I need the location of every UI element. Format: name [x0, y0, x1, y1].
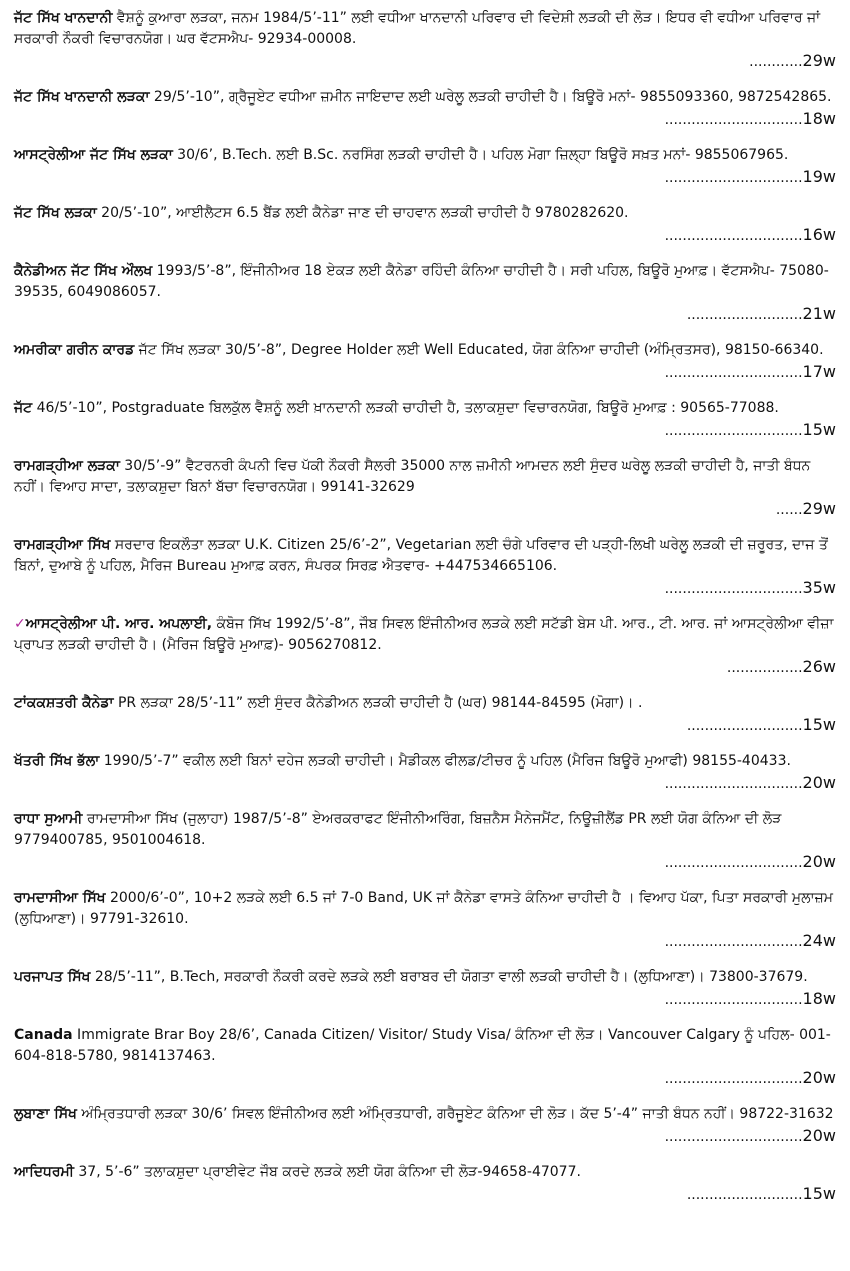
ad-code: 18w [802, 989, 836, 1008]
ad-text [14, 147, 788, 163]
ad-text [14, 753, 791, 769]
classified-ad [14, 809, 836, 874]
ad-heading: ਖੱਤਰੀ ਸਿੱਖ ਭੱਲਾ [14, 753, 100, 769]
ad-body: Immigrate Brar Boy 28/6’, Canada Citizen/ Visitor/ Study Visa/ ਕੰਨਿਆ ਦੀ ਲੋੜ। Vancouver Calgary ਨੂੰ ਪਹਿਲ- 001-604-818-5780, 9814137463. [14, 1027, 831, 1064]
checkmark-icon: ✓ [14, 616, 26, 632]
ad-code: 19w [802, 167, 836, 186]
classified-ad [14, 261, 836, 326]
dot-leader: ............................... [664, 1071, 803, 1087]
ad-heading: ਕੈਨੇਡੀਅਨ ਜੱਟ ਸਿੱਖ ਔਲਖ [14, 263, 153, 279]
ad-text [14, 811, 781, 848]
classified-ad [14, 535, 836, 600]
ad-body: 20/5’-10”, ਆਈਲੈਟਸ 6.5 ਬੈਂਡ ਲਈ ਕੈਨੇਡਾ ਜਾਣ ਦੀ ਚਾਹਵਾਨ ਲੜਕੀ ਚਾਹੀਦੀ ਹੈ 9780282620. [96, 205, 629, 221]
matrimonial-ads-list [14, 8, 836, 1206]
classified-ad [14, 398, 836, 442]
ad-footer [14, 498, 836, 521]
dot-leader: ............................... [664, 776, 803, 792]
classified-ad [14, 8, 836, 73]
ad-code: 16w [802, 225, 836, 244]
ad-code: 20w [802, 852, 836, 871]
classified-ad [14, 967, 836, 1011]
dot-leader: ............................... [664, 855, 803, 871]
ad-text [14, 969, 808, 985]
dot-leader: ............................... [664, 992, 803, 1008]
ad-body: 2000/6’-0”, 10+2 ਲੜਕੇ ਲਈ 6.5 ਜਾਂ 7-0 Band, UK ਜਾਂ ਕੈਨੇਡਾ ਵਾਸਤੇ ਕੰਨਿਆ ਚਾਹੀਦੀ ਹੈ । ਵਿਆਹ ਪੱਕਾ, ਪਿਤਾ ਸਰਕਾਰੀ ਮੁਲਾਜ਼ਮ (ਲੁਧਿਆਣਾ)। 97791-32610. [14, 890, 833, 927]
classified-ad [14, 340, 836, 384]
dot-leader: .......................... [686, 307, 803, 323]
ad-text [14, 890, 833, 927]
ad-code: 15w [802, 1184, 836, 1203]
ad-body: ਅੰਮ੍ਰਿਤਧਾਰੀ ਲੜਕਾ 30/6’ ਸਿਵਲ ਇੰਜੀਨੀਅਰ ਲਈ ਅੰਮ੍ਰਿਤਧਾਰੀ, ਗਰੈਜੂਏਟ ਕੰਨਿਆ ਦੀ ਲੋੜ। ਕੱਦ 5’-4” ਜਾਤੀ ਬੰਧਨ ਨਹੀਂ। 98722-31632 [76, 1106, 834, 1122]
ad-body: ਸਰਦਾਰ ਇਕਲੌਤਾ ਲੜਕਾ U.K. Citizen 25/6’-2”, Vegetarian ਲਈ ਚੰਗੇ ਪਰਿਵਾਰ ਦੀ ਪੜ੍ਹੀ-ਲਿਖੀ ਘਰੇਲੂ ਲੜਕੀ ਦੀ ਜ਼ਰੂਰਤ, ਦਾਜ ਤੋਂ ਬਿਨਾਂ, ਦੁਆਬੇ ਨੂੰ ਪਹਿਲ, ਮੈਰਿਜ Bureau ਮੁਆਫ਼ ਕਰਨ, ਸੰਪਰਕ ਸਿਰਫ਼ ਐਤਵਾਰ- +447534665106. [14, 537, 828, 574]
ad-code: 21w [802, 304, 836, 323]
ad-code: 35w [802, 578, 836, 597]
ad-footer [14, 1183, 836, 1206]
ad-heading: ਰਾਮਗੜ੍ਹੀਆ ਲੜਕਾ [14, 458, 120, 474]
ad-text [14, 1106, 834, 1122]
ad-text [14, 458, 810, 495]
ad-body: ਰਾਮਦਾਸੀਆ ਸਿੱਖ (ਜੁਲਾਹਾ) 1987/5’-8” ਏਅਰਕਰਾਫਟ ਇੰਜੀਨੀਅਰਿੰਗ, ਬਿਜ਼ਨੈਸ ਮੈਨੇਜਮੈਂਟ, ਨਿਊਜ਼ੀਲੈਂਡ PR ਲਈ ਯੋਗ ਕੰਨਿਆ ਦੀ ਲੋੜ 9779400785, 9501004618. [14, 811, 782, 848]
ad-footer [14, 1067, 836, 1090]
ad-code: 20w [802, 773, 836, 792]
ad-body: 30/6’, B.Tech. ਲਈ B.Sc. ਨਰਸਿੰਗ ਲੜਕੀ ਚਾਹੀਦੀ ਹੈ। ਪਹਿਲ ਮੋਗਾ ਜ਼ਿਲ੍ਹਾ ਬਿਊਰੋ ਸਖ਼ਤ ਮਨਾਂ- 9855067965. [172, 147, 789, 163]
ad-heading: Canada [14, 1027, 73, 1043]
ad-text [14, 263, 829, 300]
ad-text [14, 695, 642, 711]
dot-leader: ............................... [664, 228, 803, 244]
ad-code: 29w [802, 51, 836, 70]
ad-heading: ਆਦਿਧਰਮੀ [14, 1164, 74, 1180]
classified-ad [14, 693, 836, 737]
ad-body: ਕੰਬੋਜ ਸਿੱਖ 1992/5’-8”, ਜੌਬ ਸਿਵਲ ਇੰਜੀਨੀਅਰ ਲੜਕੇ ਲਈ ਸਟੱਡੀ ਬੇਸ ਪੀ. ਆਰ., ਟੀ. ਆਰ. ਜਾਂ ਆਸਟ੍ਰੇਲੀਆ ਵੀਜ਼ਾ ਪ੍ਰਾਪਤ ਲੜਕੀ ਚਾਹੀਦੀ ਹੈ। (ਮੈਰਿਜ ਬਿਊਰੋ ਮੁਆਫ਼)- 9056270812. [14, 616, 834, 653]
ad-heading: ਅਮਰੀਕਾ ਗਰੀਨ ਕਾਰਡ [14, 342, 135, 358]
ad-body: 37, 5’-6” ਤਲਾਕਸ਼ੁਦਾ ਪ੍ਰਾਈਵੇਟ ਜੌਬ ਕਰਦੇ ਲੜਕੇ ਲਈ ਯੋਗ ਕੰਨਿਆ ਦੀ ਲੋੜ-94658-47077. [73, 1164, 581, 1180]
classified-ad [14, 456, 836, 521]
ad-code: 15w [802, 715, 836, 734]
dot-leader: ............................... [664, 365, 803, 381]
dot-leader: ................. [726, 660, 803, 676]
ad-heading: ਰਾਮਗੜ੍ਹੀਆ ਸਿੱਖ [14, 537, 111, 553]
ad-footer [14, 577, 836, 600]
ad-footer [14, 361, 836, 384]
ad-text [14, 537, 828, 574]
ad-code: 20w [802, 1068, 836, 1087]
ad-body: 30/5’-9” ਵੈਟਰਨਰੀ ਕੰਪਨੀ ਵਿਚ ਪੱਕੀ ਨੌਕਰੀ ਸੈਲਰੀ 35000 ਨਾਲ ਜ਼ਮੀਨੀ ਆਮਦਨ ਲਈ ਸੁੰਦਰ ਘਰੇਲੂ ਲੜਕੀ ਚਾਹੀਦੀ ਹੈ, ਜਾਤੀ ਬੰਧਨ ਨਹੀਂ। ਵਿਆਹ ਸਾਦਾ, ਤਲਾਕਸ਼ੁਦਾ ਬਿਨਾਂ ਬੱਚਾ ਵਿਚਾਰਨਯੋਗ। 99141-32629 [14, 458, 811, 495]
dot-leader: .......................... [686, 1187, 803, 1203]
ad-text [14, 342, 824, 358]
ad-text [14, 400, 779, 416]
ad-footer [14, 166, 836, 189]
ad-heading: ਲੁਬਾਣਾ ਸਿੱਖ [14, 1106, 77, 1122]
ad-code: 26w [802, 657, 836, 676]
ad-body: 29/5’-10”, ਗ੍ਰੈਜੂਏਟ ਵਧੀਆ ਜ਼ਮੀਨ ਜਾਇਦਾਦ ਲਈ ਘਰੇਲੂ ਲੜਕੀ ਚਾਹੀਦੀ ਹੈ। ਬਿਊਰੋ ਮਨਾਂ- 9855093360, 9872542865. [149, 89, 832, 105]
dot-leader: ............................... [664, 423, 803, 439]
ad-footer [14, 1125, 836, 1148]
ad-heading: ਰਾਮਦਾਸੀਆ ਸਿੱਖ [14, 890, 106, 906]
ad-heading: ਆਸਟ੍ਰੇਲੀਆ ਜੱਟ ਸਿੱਖ ਲੜਕਾ [14, 147, 173, 163]
ad-footer [14, 772, 836, 795]
ad-body: ਜੱਟ ਸਿੱਖ ਲੜਕਾ 30/5’-8”, Degree Holder ਲਈ Well Educated, ਯੋਗ ਕੰਨਿਆ ਚਾਹੀਦੀ (ਅੰਮ੍ਰਿਤਸਰ), 98150-66340. [134, 342, 824, 358]
classified-ad [14, 145, 836, 189]
ad-heading: ਜੱਟ ਸਿੱਖ ਲੜਕਾ [14, 205, 97, 221]
ad-text [14, 10, 820, 47]
ad-body: 1990/5’-7” ਵਕੀਲ ਲਈ ਬਿਨਾਂ ਦਹੇਜ ਲੜਕੀ ਚਾਹੀਦੀ। ਮੈਡੀਕਲ ਫੀਲਡ/ਟੀਚਰ ਨੂੰ ਪਹਿਲ (ਮੈਰਿਜ ਬਿਊਰੋ ਮੁਆਫੀ) 98155-40433. [99, 753, 791, 769]
ad-code: 24w [802, 931, 836, 950]
ad-text [14, 205, 629, 221]
dot-leader: ............................... [664, 112, 803, 128]
ad-code: 18w [802, 109, 836, 128]
ad-heading: ਆਸਟ੍ਰੇਲੀਆ ਪੀ. ਆਰ. ਅਪਲਾਈ, [25, 616, 213, 632]
ad-text [14, 616, 834, 653]
ad-footer [14, 50, 836, 73]
ad-text [14, 1027, 831, 1064]
ad-heading: ਰਾਧਾ ਸੁਆਮੀ [14, 811, 83, 827]
ad-heading: ਪਰਜਾਪਤ ਸਿੱਖ [14, 969, 91, 985]
ad-heading: ਜੱਟ [14, 400, 33, 416]
dot-leader: ............................... [664, 581, 803, 597]
classified-ad [14, 1104, 836, 1148]
ad-footer [14, 851, 836, 874]
classified-ad [14, 888, 836, 953]
classified-ad [14, 1162, 836, 1206]
ad-body: 1993/5’-8”, ਇੰਜੀਨੀਅਰ 18 ਏਕੜ ਲਈ ਕੈਨੇਡਾ ਰਹਿੰਦੀ ਕੰਨਿਆ ਚਾਹੀਦੀ ਹੈ। ਸਰੀ ਪਹਿਲ, ਬਿਊਰੋ ਮੁਆਫ਼। ਵੱਟਸਐਪ- 75080-39535, 6049086057. [14, 263, 829, 300]
ad-footer [14, 656, 836, 679]
classified-ad [14, 614, 836, 679]
dot-leader: ............................... [664, 934, 803, 950]
classified-ad [14, 203, 836, 247]
classified-ad [14, 1025, 836, 1090]
dot-leader: ...... [775, 502, 803, 518]
ad-text [14, 1164, 581, 1180]
ad-body: PR ਲੜਕਾ 28/5’-11” ਲਈ ਸੁੰਦਰ ਕੈਨੇਡੀਅਨ ਲੜਕੀ ਚਾਹੀਦੀ ਹੈ (ਘਰ) 98144-84595 (ਮੋਗਾ)। . [113, 695, 643, 711]
ad-footer [14, 988, 836, 1011]
ad-text [14, 89, 832, 105]
ad-code: 20w [802, 1126, 836, 1145]
ad-heading: ਜੱਟ ਸਿੱਖ ਖਾਨਦਾਨੀ ਲੜਕਾ [14, 89, 150, 105]
classified-ad [14, 751, 836, 795]
ad-footer [14, 930, 836, 953]
ad-code: 29w [802, 499, 836, 518]
ad-heading: ਜੱਟ ਸਿੱਖ ਖਾਨਦਾਨੀ [14, 10, 113, 26]
ad-footer [14, 303, 836, 326]
dot-leader: ............................... [664, 170, 803, 186]
dot-leader: .......................... [686, 718, 803, 734]
ad-body: 46/5’-10”, Postgraduate ਬਿਲਕੁੱਲ ਵੈਸ਼ਨੂੰ ਲਈ ਖ਼ਾਨਦਾਨੀ ਲੜਕੀ ਚਾਹੀਦੀ ਹੈ, ਤਲਾਕਸ਼ੁਦਾ ਵਿਚਾਰਨਯੋਗ, ਬਿਊਰੋ ਮੁਆਫ਼ : 90565-77088. [32, 400, 779, 416]
dot-leader: ............ [749, 54, 803, 70]
ad-body: 28/5’-11”, B.Tech, ਸਰਕਾਰੀ ਨੌਕਰੀ ਕਰਦੇ ਲੜਕੇ ਲਈ ਬਰਾਬਰ ਦੀ ਯੋਗਤਾ ਵਾਲੀ ਲੜਕੀ ਚਾਹੀਦੀ ਹੈ। (ਲੁਧਿਆਣਾ)। 73800-37679. [90, 969, 808, 985]
ad-heading: ਟਾਂਕਕਸ਼ਤਰੀ ਕੈਨੇਡਾ [14, 695, 114, 711]
ad-footer [14, 714, 836, 737]
dot-leader: ............................... [664, 1129, 803, 1145]
classified-ad [14, 87, 836, 131]
ad-body: ਵੈਸ਼ਨੂੰ ਕੁਆਰਾ ਲੜਕਾ, ਜਨਮ 1984/5’-11” ਲਈ ਵਧੀਆ ਖਾਨਦਾਨੀ ਪਰਿਵਾਰ ਦੀ ਵਿਦੇਸ਼ੀ ਲੜਕੀ ਦੀ ਲੋੜ। ਇਧਰ ਵੀ ਵਧੀਆ ਪਰਿਵਾਰ ਜਾਂ ਸਰਕਾਰੀ ਨੌਕਰੀ ਵਿਚਾਰਨਯੋਗ। ਘਰ ਵੱਟਸਐਪ- 92934-00008. [14, 10, 821, 47]
ad-code: 17w [802, 362, 836, 381]
ad-footer [14, 108, 836, 131]
ad-code: 15w [802, 420, 836, 439]
ad-footer [14, 419, 836, 442]
ad-footer [14, 224, 836, 247]
